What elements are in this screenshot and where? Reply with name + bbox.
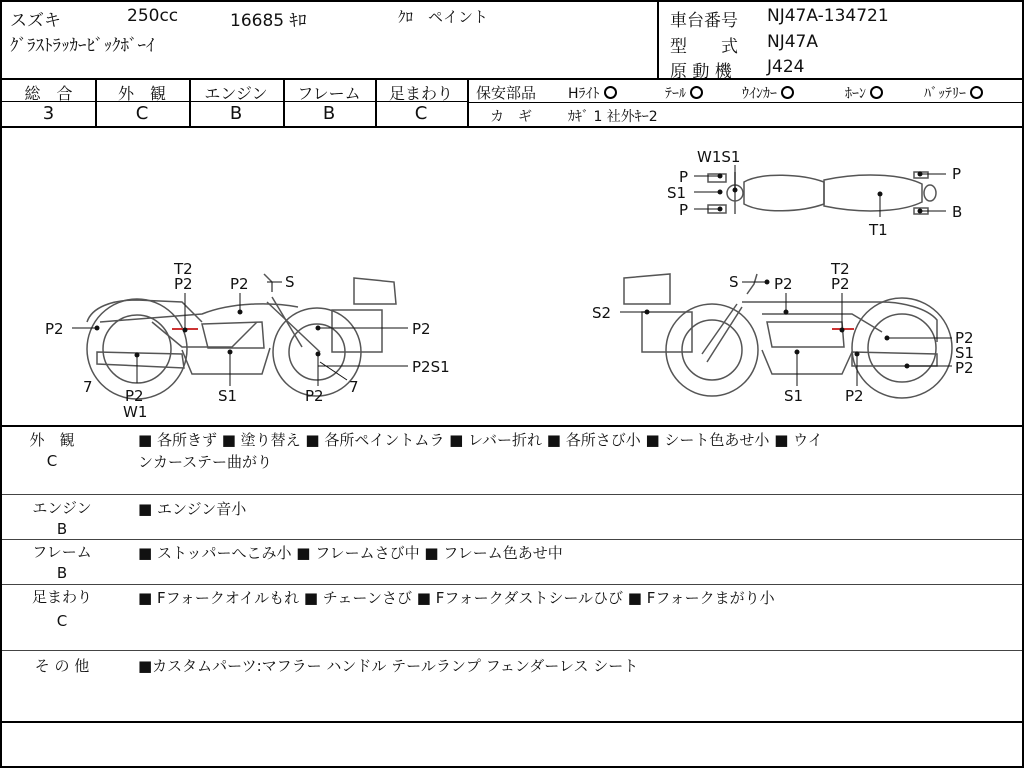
diagram-label: S1 <box>784 387 804 405</box>
safety-label: 保安部品 <box>476 84 537 102</box>
diagram-label: S2 <box>592 304 612 322</box>
diagram-label: P2 <box>125 387 144 405</box>
divider <box>2 425 1022 427</box>
mileage: 16685 ｷﾛ <box>230 11 307 31</box>
engine-value: J424 <box>767 57 805 77</box>
detail-label-frame: フレーム B <box>32 543 92 582</box>
detail-label-other: そ の 他 <box>34 657 90 675</box>
diagram-label: P2 <box>45 320 64 338</box>
diagram-label: S <box>285 273 295 291</box>
diagram-label: W1 <box>123 403 148 421</box>
diagram-label: S <box>729 273 739 291</box>
grade-exterior: C <box>135 103 149 124</box>
safety-item-tail: ﾃｰﾙ <box>665 83 703 103</box>
model-name: ｸﾞﾗｽﾄﾗｯｶｰﾋﾞｯｸﾎﾞｰｲ <box>10 36 155 56</box>
grade-header-overall: 総 合 <box>24 84 73 103</box>
diagram-label: P <box>952 165 962 183</box>
displacement: 250cc <box>127 6 179 26</box>
key-value: ｶｷﾞ 1 社外ｷｰ2 <box>568 109 658 125</box>
diagram-label: P2 <box>412 320 431 338</box>
diagram-label: T2 <box>174 260 193 278</box>
diagram-label: P2 <box>174 275 193 293</box>
detail-text-other: ■カスタムパーツ:マフラー ハンドル テールランプ フェンダーレス シート <box>138 657 639 675</box>
grade-overall: 3 <box>42 103 55 124</box>
grade-header-frame: フレーム <box>297 84 361 103</box>
diagram-label: S1 <box>218 387 238 405</box>
maker: スズキ <box>10 11 61 31</box>
detail-label-suspension: 足まわり C <box>31 588 92 630</box>
diagram-label: P <box>679 201 689 219</box>
diagram-label: S1 <box>667 184 687 202</box>
divider <box>2 721 1022 723</box>
safety-item-horn: ﾎｰﾝ <box>845 83 883 103</box>
ok-mark-icon <box>781 86 794 99</box>
diagram-label: P2 <box>230 275 249 293</box>
grade-header-engine: エンジン <box>204 84 268 103</box>
detail-text-engine: ■ エンジン音小 <box>138 500 247 518</box>
diagram-label: B <box>952 203 963 221</box>
damage-diagram <box>2 128 1022 428</box>
ok-mark-icon <box>970 86 983 99</box>
type-value: NJ47A <box>767 32 818 52</box>
frame-no-label: 車台番号 <box>670 11 738 31</box>
detail-text-suspension: ■ Fフォークオイルもれ ■ チェーンさび ■ Fフォークダストシールひび ■ Fフォークまがり小 <box>138 589 775 607</box>
divider <box>657 2 659 79</box>
divider <box>2 494 1022 495</box>
top-view-bike <box>708 172 936 214</box>
diagram-label: P2 <box>305 387 324 405</box>
safety-item-battery: ﾊﾞｯﾃﾘｰ <box>924 83 983 103</box>
diagram-label: P2 <box>955 359 974 377</box>
diagram-label: P2S1 <box>412 358 450 376</box>
frame-no: NJ47A-134721 <box>767 6 889 26</box>
detail-text-exterior: ■ 各所きず ■ 塗り替え ■ 各所ペイントムラ ■ レバー折れ ■ 各所さび小 ■ シート色あせ小 ■ ウイ ンカーステー曲がり <box>138 431 823 471</box>
key-label: カ ギ <box>490 109 532 125</box>
ok-mark-icon <box>604 86 617 99</box>
detail-label-exterior: 外 観 C <box>29 431 75 470</box>
diagram-label: T1 <box>869 221 888 239</box>
engine-label: 原 動 機 <box>670 62 732 82</box>
diagram-label: P2 <box>831 275 850 293</box>
detail-label-engine: エンジン B <box>32 499 92 538</box>
detail-text-frame: ■ ストッパーへこみ小 ■ フレームさび中 ■ フレーム色あせ中 <box>138 544 563 562</box>
diagram-label: P2 <box>955 329 974 347</box>
diagram-label: 7 <box>349 378 359 396</box>
grade-frame: B <box>322 103 336 124</box>
ok-mark-icon <box>870 86 883 99</box>
diagram-label: W1S1 <box>697 148 741 166</box>
grade-engine: B <box>229 103 243 124</box>
grade-header-suspension: 足まわり <box>388 84 453 103</box>
diagram-label: P2 <box>774 275 793 293</box>
grade-suspension: C <box>414 103 428 124</box>
diagram-label: P <box>679 168 689 186</box>
divider <box>2 539 1022 540</box>
divider <box>2 650 1022 651</box>
divider <box>2 584 1022 585</box>
ok-mark-icon <box>690 86 703 99</box>
grade-header-exterior: 外 観 <box>117 84 166 103</box>
diagram-label: S1 <box>955 344 975 362</box>
safety-item-headlight: Hﾗｲﾄ <box>568 83 617 103</box>
diagram-label: T2 <box>831 260 850 278</box>
diagram-label: 7 <box>83 378 93 396</box>
divider <box>2 78 1022 80</box>
safety-item-winker: ｳｲﾝｶｰ <box>742 83 794 103</box>
diagram-label: P2 <box>845 387 864 405</box>
type-label: 型 式 <box>670 37 738 57</box>
paint: ｸﾛ ペイント <box>398 8 489 26</box>
